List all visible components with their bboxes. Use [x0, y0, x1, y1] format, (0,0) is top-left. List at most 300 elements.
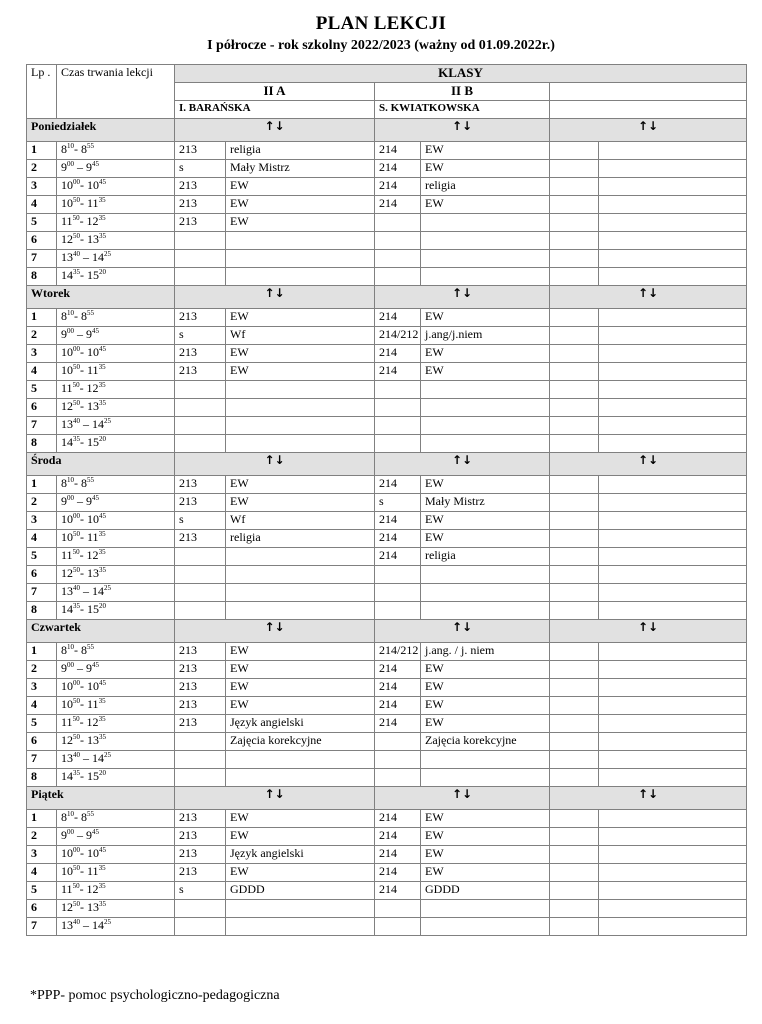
- lesson-time: [57, 232, 175, 250]
- subject-c: [599, 828, 747, 846]
- room-a: [175, 381, 226, 399]
- teacher-a: I. BARAŃSKA: [175, 101, 375, 119]
- header-lp: Lp .: [27, 65, 57, 119]
- room-b: 214: [375, 178, 421, 196]
- time-end-hour: - 10: [80, 846, 99, 860]
- room-a: 213: [175, 846, 226, 864]
- subject-c: [599, 435, 747, 453]
- lesson-number: 3: [27, 679, 57, 697]
- subject-a: EW: [226, 810, 375, 828]
- room-c: [550, 810, 599, 828]
- room-a: [175, 417, 226, 435]
- lesson-number: 1: [27, 810, 57, 828]
- time-start-min: 50: [73, 232, 80, 240]
- day-name: Poniedziałek: [27, 119, 175, 142]
- room-a: 213: [175, 828, 226, 846]
- room-c: [550, 399, 599, 417]
- lesson-number: 3: [27, 846, 57, 864]
- page-title: PLAN LEKCJI: [315, 13, 447, 34]
- subject-c: [599, 918, 747, 936]
- sort-arrows-icon: ↑↓: [175, 620, 375, 643]
- sort-arrows-icon: ↑↓: [550, 787, 747, 810]
- room-c: [550, 435, 599, 453]
- day-header-row: [27, 453, 747, 476]
- subject-c: [599, 178, 747, 196]
- lesson-time: [57, 142, 175, 160]
- room-c: [550, 160, 599, 178]
- room-c: [550, 530, 599, 548]
- time-end-hour: – 9: [74, 661, 92, 675]
- subject-a: [226, 435, 375, 453]
- time-end-min: 35: [99, 399, 106, 407]
- subject-a: [226, 751, 375, 769]
- time-start-hour: 10: [61, 864, 73, 878]
- room-a: 213: [175, 810, 226, 828]
- time-start-min: 40: [73, 250, 80, 258]
- subject-c: [599, 530, 747, 548]
- time-end-hour: - 12: [79, 715, 99, 729]
- lesson-number: 1: [27, 309, 57, 327]
- time-start-min: 10: [67, 142, 74, 150]
- time-end-min: 55: [87, 810, 94, 818]
- time-start-min: 50: [73, 900, 80, 908]
- subject-b: Mały Mistrz: [421, 494, 550, 512]
- room-b: 214: [375, 864, 421, 882]
- lesson-number: 6: [27, 232, 57, 250]
- room-b: 214: [375, 142, 421, 160]
- time-start-hour: 11: [61, 548, 73, 562]
- subject-c: [599, 309, 747, 327]
- lesson-number: 8: [27, 268, 57, 286]
- time-end-hour: - 15: [80, 268, 99, 282]
- lesson-number: 7: [27, 417, 57, 435]
- lesson-number: 7: [27, 250, 57, 268]
- room-c: [550, 417, 599, 435]
- subject-a: EW: [226, 363, 375, 381]
- lesson-number: 8: [27, 435, 57, 453]
- table-row: [27, 214, 747, 232]
- day-header-row: [27, 286, 747, 309]
- subject-a: [226, 918, 375, 936]
- room-c: [550, 733, 599, 751]
- time-start-min: 00: [73, 345, 80, 353]
- room-a: [175, 769, 226, 787]
- subject-b: [421, 268, 550, 286]
- time-start-min: 35: [73, 602, 80, 610]
- subject-a: EW: [226, 345, 375, 363]
- room-b: [375, 268, 421, 286]
- time-end-hour: - 10: [80, 345, 99, 359]
- time-end-min: 45: [92, 327, 99, 335]
- lesson-number: 5: [27, 715, 57, 733]
- subject-c: [599, 250, 747, 268]
- lesson-number: 2: [27, 828, 57, 846]
- table-row: [27, 697, 747, 715]
- page-subtitle: I półrocze - rok szkolny 2022/2023 (ważny od 01.09.2022r.): [207, 38, 555, 53]
- time-start-min: 50: [73, 530, 80, 538]
- day-name: Czwartek: [27, 620, 175, 643]
- table-row: [27, 661, 747, 679]
- lesson-number: 4: [27, 697, 57, 715]
- subject-a: religia: [226, 530, 375, 548]
- subject-a: EW: [226, 178, 375, 196]
- room-a: 213: [175, 643, 226, 661]
- lesson-number: 2: [27, 661, 57, 679]
- table-row: [27, 846, 747, 864]
- room-a: [175, 918, 226, 936]
- time-end-min: 25: [104, 918, 111, 926]
- room-a: s: [175, 327, 226, 345]
- table-row: [27, 918, 747, 936]
- time-start-hour: 10: [61, 345, 73, 359]
- room-a: 213: [175, 142, 226, 160]
- time-end-hour: – 14: [80, 751, 104, 765]
- room-a: 213: [175, 196, 226, 214]
- lesson-time: [57, 584, 175, 602]
- room-c: [550, 697, 599, 715]
- lesson-number: 5: [27, 214, 57, 232]
- room-c: [550, 232, 599, 250]
- room-a: 213: [175, 697, 226, 715]
- time-end-hour: - 8: [74, 476, 87, 490]
- time-end-min: 35: [98, 715, 106, 723]
- room-a: [175, 268, 226, 286]
- time-start-min: 00: [67, 494, 74, 502]
- footnote: *PPP- pomoc psychologiczno-pedagogiczna: [30, 988, 280, 1003]
- lesson-number: 3: [27, 178, 57, 196]
- time-start-min: 40: [73, 584, 80, 592]
- time-start-hour: 14: [61, 435, 73, 449]
- subject-c: [599, 142, 747, 160]
- room-a: [175, 250, 226, 268]
- time-start-hour: 12: [61, 232, 73, 246]
- table-row: [27, 494, 747, 512]
- day-header-row: [27, 620, 747, 643]
- table-row: [27, 715, 747, 733]
- time-start-min: 50: [73, 697, 80, 705]
- room-a: [175, 399, 226, 417]
- room-b: 214: [375, 160, 421, 178]
- lesson-time: [57, 602, 175, 620]
- time-end-min: 45: [99, 846, 106, 854]
- time-end-min: 25: [104, 584, 111, 592]
- time-end-min: 35: [98, 381, 106, 389]
- time-start-hour: 13: [61, 751, 73, 765]
- table-row: [27, 345, 747, 363]
- room-a: [175, 584, 226, 602]
- sort-arrows-icon: ↑↓: [550, 286, 747, 309]
- room-a: 213: [175, 679, 226, 697]
- room-b: 214: [375, 363, 421, 381]
- lesson-number: 5: [27, 882, 57, 900]
- subject-b: EW: [421, 715, 550, 733]
- subject-b: EW: [421, 345, 550, 363]
- subject-a: religia: [226, 142, 375, 160]
- room-b: [375, 918, 421, 936]
- table-row: [27, 864, 747, 882]
- time-start-min: 50: [72, 715, 80, 723]
- time-start-hour: 12: [61, 566, 73, 580]
- subject-a: EW: [226, 494, 375, 512]
- room-a: s: [175, 882, 226, 900]
- room-a: [175, 566, 226, 584]
- subject-c: [599, 679, 747, 697]
- time-end-min: 55: [87, 142, 94, 150]
- time-end-hour: - 11: [80, 196, 99, 210]
- time-end-hour: – 14: [80, 584, 104, 598]
- day-name: Wtorek: [27, 286, 175, 309]
- room-c: [550, 363, 599, 381]
- subject-a: [226, 548, 375, 566]
- room-b: 214: [375, 512, 421, 530]
- time-end-hour: - 13: [80, 566, 99, 580]
- room-b: s: [375, 494, 421, 512]
- subject-b: [421, 214, 550, 232]
- subject-b: religia: [421, 178, 550, 196]
- room-b: [375, 602, 421, 620]
- lesson-time: [57, 160, 175, 178]
- subject-b: EW: [421, 846, 550, 864]
- lesson-time: [57, 178, 175, 196]
- table-row: [27, 250, 747, 268]
- time-end-min: 45: [99, 178, 106, 186]
- time-start-min: 10: [67, 309, 74, 317]
- subject-b: EW: [421, 363, 550, 381]
- subject-b: j.ang. / j. niem: [421, 643, 550, 661]
- subject-b: EW: [421, 864, 550, 882]
- lesson-number: 2: [27, 160, 57, 178]
- time-start-hour: 10: [61, 363, 73, 377]
- time-end-hour: - 10: [80, 178, 99, 192]
- lesson-time: [57, 566, 175, 584]
- lesson-number: 4: [27, 363, 57, 381]
- time-end-hour: – 14: [80, 250, 104, 264]
- room-c: [550, 268, 599, 286]
- time-start-min: 35: [73, 435, 80, 443]
- time-end-min: 35: [98, 697, 106, 705]
- timetable: [26, 64, 747, 936]
- lesson-time: [57, 476, 175, 494]
- subject-a: [226, 602, 375, 620]
- lesson-number: 1: [27, 476, 57, 494]
- table-row: [27, 399, 747, 417]
- time-end-hour: - 8: [74, 142, 87, 156]
- subject-a: EW: [226, 679, 375, 697]
- time-start-hour: 10: [61, 512, 73, 526]
- lesson-time: [57, 697, 175, 715]
- time-start-hour: 8: [61, 309, 67, 323]
- time-end-min: 45: [99, 512, 106, 520]
- table-row: [27, 643, 747, 661]
- subject-b: EW: [421, 697, 550, 715]
- table-row: [27, 566, 747, 584]
- room-c: [550, 309, 599, 327]
- room-c: [550, 864, 599, 882]
- subject-c: [599, 697, 747, 715]
- room-c: [550, 214, 599, 232]
- subject-c: [599, 399, 747, 417]
- lesson-number: 5: [27, 381, 57, 399]
- room-a: 213: [175, 345, 226, 363]
- lesson-time: [57, 381, 175, 399]
- table-row: [27, 769, 747, 787]
- subject-c: [599, 548, 747, 566]
- time-end-hour: - 13: [80, 733, 99, 747]
- room-a: 213: [175, 476, 226, 494]
- class-name-a: II A: [175, 83, 375, 101]
- subject-b: [421, 584, 550, 602]
- subject-c: [599, 566, 747, 584]
- time-start-hour: 11: [61, 214, 73, 228]
- header-klasy: KLASY: [175, 65, 747, 83]
- time-start-min: 00: [73, 679, 80, 687]
- time-start-hour: 9: [61, 327, 67, 341]
- room-a: 213: [175, 363, 226, 381]
- subject-c: [599, 751, 747, 769]
- subject-a: EW: [226, 309, 375, 327]
- header-czas: Czas trwania lekcji: [57, 65, 175, 119]
- room-b: 214: [375, 530, 421, 548]
- time-end-hour: - 12: [79, 548, 99, 562]
- sort-arrows-icon: ↑↓: [175, 787, 375, 810]
- subject-c: [599, 846, 747, 864]
- subject-c: [599, 476, 747, 494]
- subject-c: [599, 810, 747, 828]
- subject-b: [421, 232, 550, 250]
- lesson-time: [57, 918, 175, 936]
- time-end-min: 45: [92, 494, 99, 502]
- table-row: [27, 363, 747, 381]
- day-name: Piątek: [27, 787, 175, 810]
- subject-b: GDDD: [421, 882, 550, 900]
- subject-c: [599, 232, 747, 250]
- room-b: 214: [375, 345, 421, 363]
- lesson-number: 2: [27, 327, 57, 345]
- day-name: Środa: [27, 453, 175, 476]
- subject-c: [599, 882, 747, 900]
- time-end-min: 45: [99, 679, 106, 687]
- lesson-time: [57, 643, 175, 661]
- lesson-number: 5: [27, 548, 57, 566]
- subject-c: [599, 900, 747, 918]
- subject-b: Zajęcia korekcyjne: [421, 733, 550, 751]
- room-a: 213: [175, 864, 226, 882]
- subject-a: [226, 900, 375, 918]
- room-c: [550, 584, 599, 602]
- sort-arrows-icon: ↑↓: [375, 286, 550, 309]
- room-b: 214: [375, 810, 421, 828]
- time-start-min: 50: [72, 882, 80, 890]
- time-start-min: 40: [73, 751, 80, 759]
- room-c: [550, 769, 599, 787]
- room-a: 213: [175, 715, 226, 733]
- time-end-hour: - 12: [79, 381, 99, 395]
- time-start-min: 40: [73, 918, 80, 926]
- subject-b: [421, 769, 550, 787]
- room-c: [550, 828, 599, 846]
- time-end-hour: - 8: [74, 309, 87, 323]
- table-row: [27, 733, 747, 751]
- subject-a: Wf: [226, 512, 375, 530]
- time-end-min: 35: [98, 530, 106, 538]
- subject-a: [226, 417, 375, 435]
- subject-b: EW: [421, 309, 550, 327]
- room-a: 213: [175, 530, 226, 548]
- subject-c: [599, 864, 747, 882]
- lesson-time: [57, 327, 175, 345]
- subject-b: EW: [421, 512, 550, 530]
- time-start-min: 50: [73, 363, 80, 371]
- time-start-min: 35: [73, 769, 80, 777]
- room-b: 214/212: [375, 327, 421, 345]
- room-a: s: [175, 160, 226, 178]
- subject-a: EW: [226, 697, 375, 715]
- lesson-number: 6: [27, 566, 57, 584]
- lesson-number: 6: [27, 399, 57, 417]
- subject-a: [226, 381, 375, 399]
- time-end-min: 35: [98, 214, 106, 222]
- lesson-time: [57, 810, 175, 828]
- time-end-hour: - 10: [80, 679, 99, 693]
- room-b: 214: [375, 476, 421, 494]
- time-start-hour: 10: [61, 530, 73, 544]
- time-start-min: 00: [67, 160, 74, 168]
- time-start-min: 00: [73, 512, 80, 520]
- time-start-min: 50: [73, 864, 80, 872]
- lesson-time: [57, 512, 175, 530]
- subject-b: EW: [421, 476, 550, 494]
- subject-a: Język angielski: [226, 846, 375, 864]
- lesson-time: [57, 864, 175, 882]
- subject-c: [599, 661, 747, 679]
- lesson-time: [57, 417, 175, 435]
- subject-a: Zajęcia korekcyjne: [226, 733, 375, 751]
- lesson-time: [57, 268, 175, 286]
- subject-b: EW: [421, 679, 550, 697]
- subject-c: [599, 160, 747, 178]
- room-b: [375, 214, 421, 232]
- subject-b: [421, 900, 550, 918]
- sort-arrows-icon: ↑↓: [375, 119, 550, 142]
- subject-c: [599, 363, 747, 381]
- room-a: [175, 733, 226, 751]
- subject-b: EW: [421, 828, 550, 846]
- room-c: [550, 602, 599, 620]
- room-a: [175, 232, 226, 250]
- time-start-min: 00: [73, 178, 80, 186]
- time-start-min: 10: [67, 810, 74, 818]
- room-c: [550, 548, 599, 566]
- subject-c: [599, 417, 747, 435]
- subject-b: [421, 417, 550, 435]
- time-start-hour: 13: [61, 584, 73, 598]
- time-end-min: 35: [99, 900, 106, 908]
- lesson-time: [57, 679, 175, 697]
- table-row: [27, 309, 747, 327]
- room-c: [550, 846, 599, 864]
- time-start-hour: 14: [61, 769, 73, 783]
- room-a: [175, 435, 226, 453]
- subject-a: [226, 232, 375, 250]
- lesson-number: 6: [27, 733, 57, 751]
- room-b: [375, 733, 421, 751]
- room-c: [550, 918, 599, 936]
- time-start-hour: 8: [61, 142, 67, 156]
- subject-b: religia: [421, 548, 550, 566]
- room-b: 214: [375, 697, 421, 715]
- time-end-hour: - 12: [79, 882, 99, 896]
- subject-b: [421, 381, 550, 399]
